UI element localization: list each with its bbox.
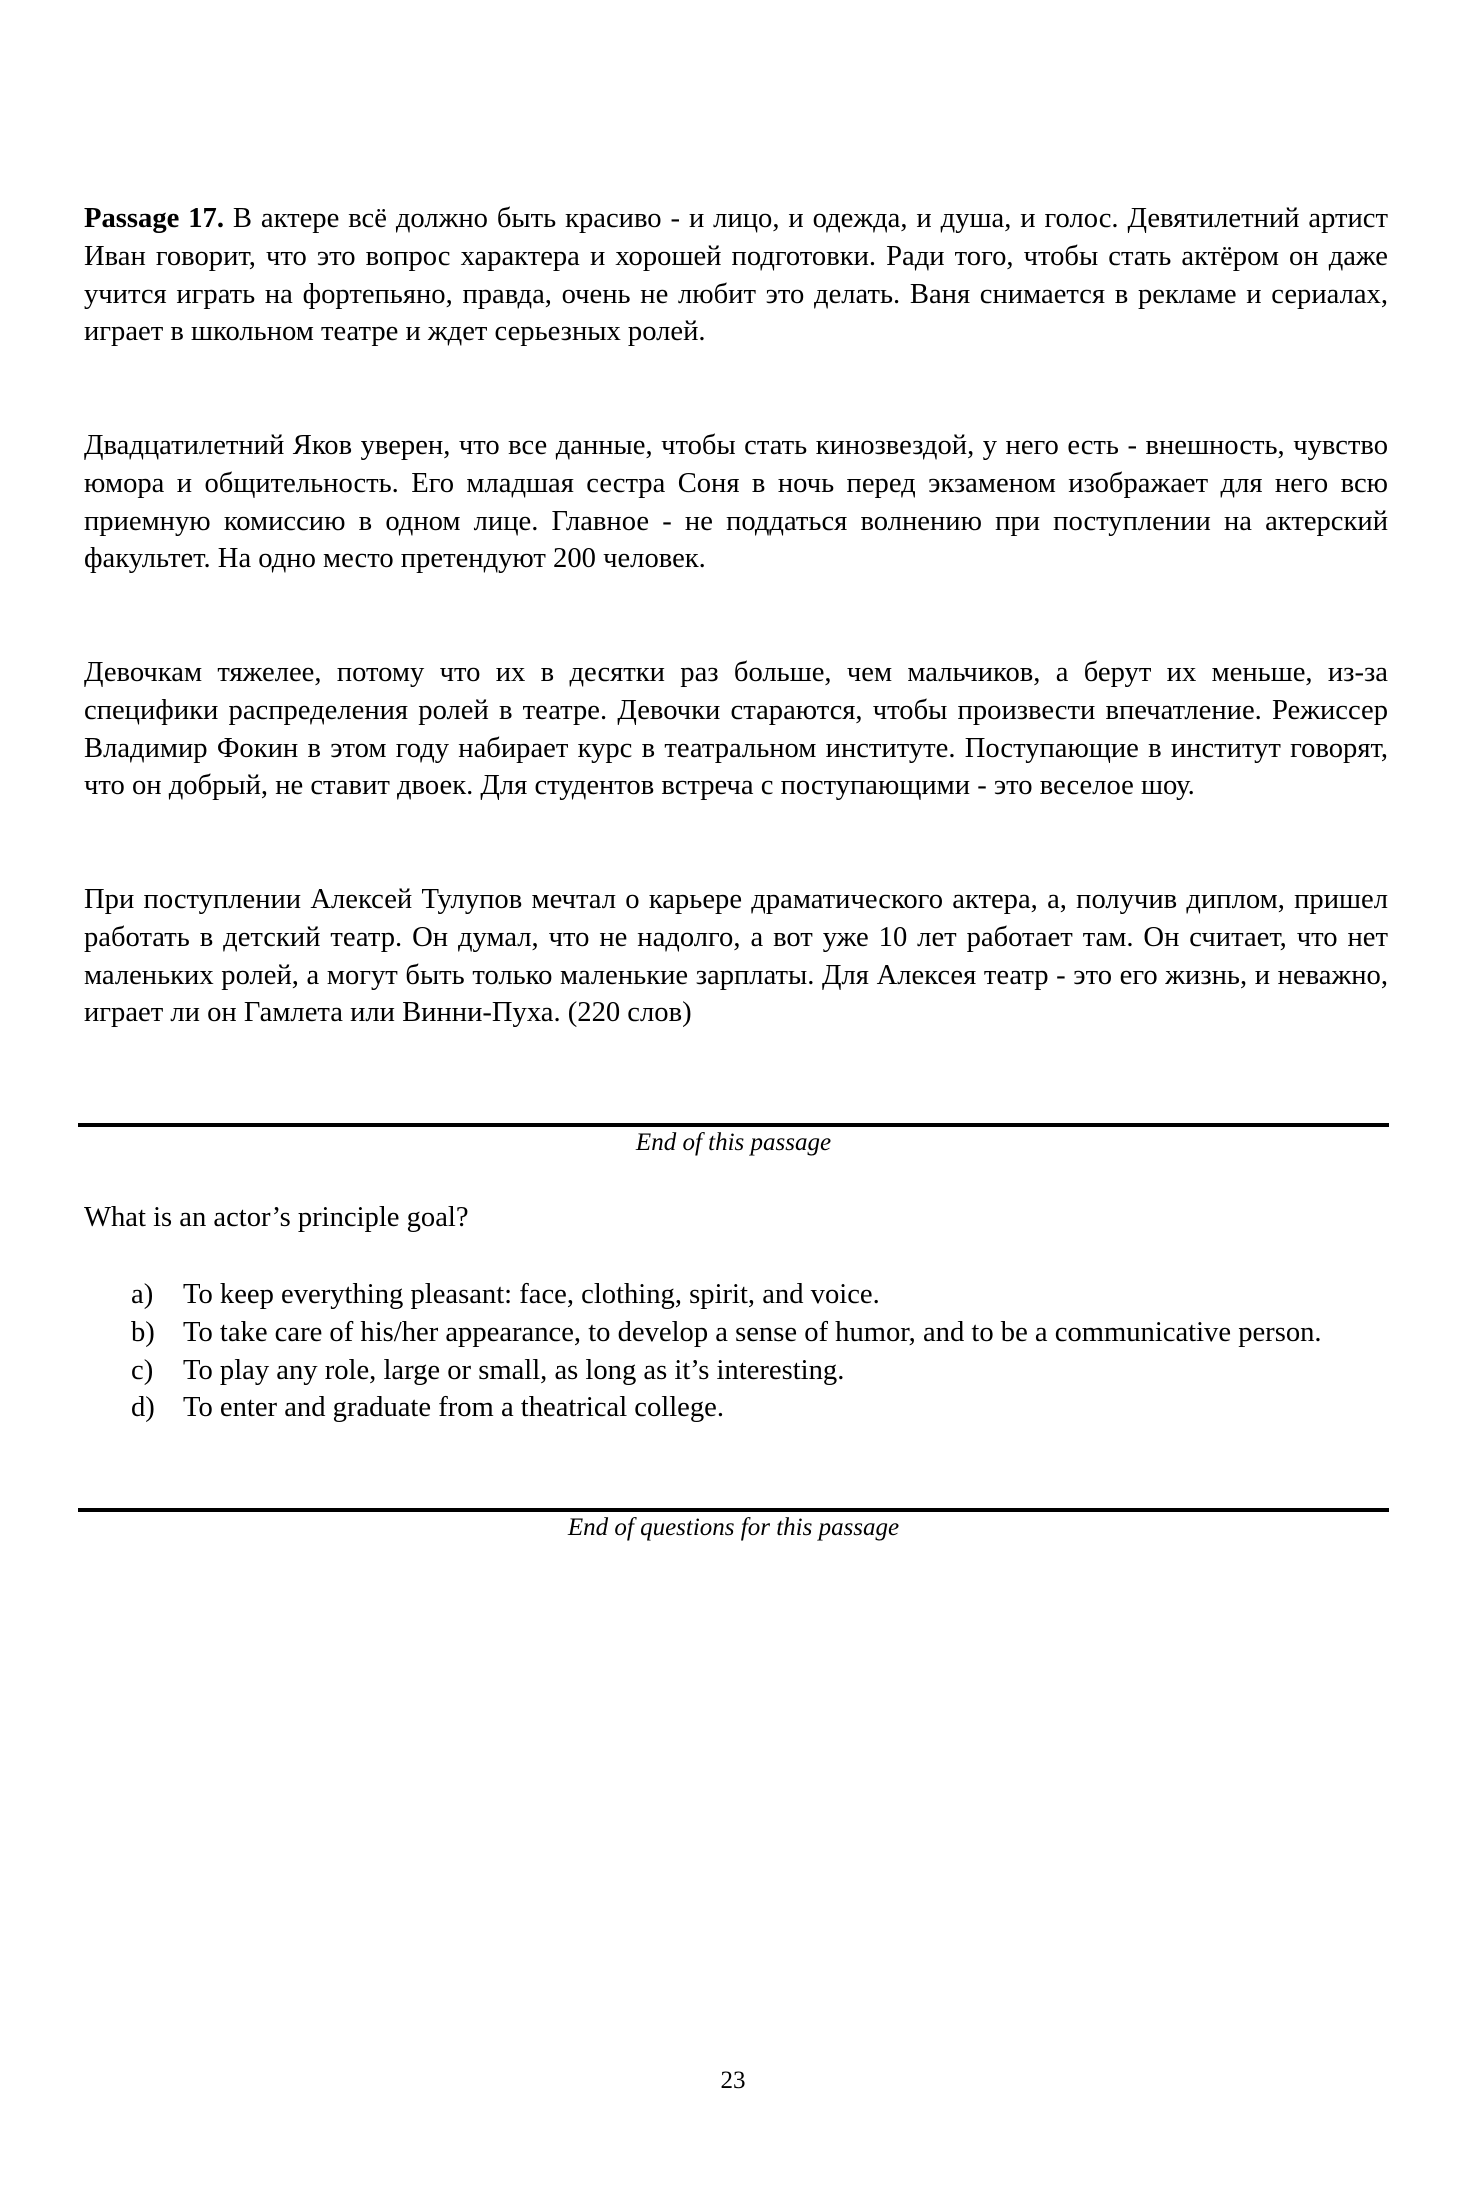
option-marker-b: b): [131, 1316, 155, 1348]
answer-option-b: [131, 1314, 1388, 1352]
passage-end-divider: [78, 1123, 1389, 1127]
passage-paragraph-2: Двадцатилетний Яков уверен, что все данные, чтобы стать кинозвездой, у него есть - внешность, чувство юмора и общительность. Его младшая сестра Соня в ночь перед экзаменом изображает для него всю приемную комиссию в одном лице. Главное - не поддаться волнению при поступлении на актерский факультет. На одно место претендуют 200 человек.: [84, 430, 1388, 575]
answer-option-a: [131, 1276, 1388, 1314]
passage-paragraph-1-text: В актере всё должно быть красиво - и лицо, и одежда, и душа, и голос. Девятилетний артист Иван говорит, что это вопрос характера и хорошей подготовки. Ради того, чтобы стать актёром он даже учится играть на фортепьяно, правда, очень не любит это делать. Ваня снимается в рекламе и сериалах, играет в школьном театре и ждет серьезных ролей.: [84, 203, 1388, 348]
passage-label: Passage 17.: [84, 203, 224, 234]
option-text-d: To enter and graduate from a theatrical college.: [183, 1392, 725, 1424]
answer-option-d: [131, 1389, 1388, 1427]
option-text-a: To keep everything pleasant: face, clothing, spirit, and voice.: [183, 1279, 880, 1310]
passage-paragraph-3: Девочкам тяжелее, потому что их в десятки раз больше, чем мальчиков, а берут их меньше, из-за специфики распределения ролей в театре. Девочки стараются, чтобы произвести впечатление. Режиссер Владимир Фокин в этом году набирает курс в театральном институте. Поступающие в институт говорят, что он добрый, не ставит двоек. Для студентов встреча с поступающими - это веселое шоу.: [84, 657, 1388, 802]
answer-option-c: [131, 1352, 1388, 1390]
passage-end-caption: End of this passage: [635, 1129, 832, 1156]
option-marker-a: a): [131, 1279, 154, 1310]
questions-end-caption: End of questions for this passage: [567, 1514, 900, 1541]
passage-paragraph-1: [84, 200, 1388, 351]
questions-end-divider: [78, 1508, 1389, 1512]
option-text-c: To play any role, large or small, as long as it’s interesting.: [183, 1354, 845, 1386]
option-marker-c: c): [131, 1354, 154, 1386]
option-marker-d: d): [131, 1392, 155, 1424]
passage-paragraph-4: При поступлении Алексей Тулупов мечтал о карьере драматического актера, а, получив диплом, пришел работать в детский театр. Он думал, что не надолго, а вот уже 10 лет работает там. Он считает, что нет маленьких ролей, а могут быть только маленькие зарплаты. Для Алексея театр - это его жизнь, и неважно, играет ли он Гамлета или Винни-Пуха. (220 слов): [84, 884, 1388, 1029]
answer-options: [131, 1276, 1388, 1427]
page-number: 23: [720, 2067, 746, 2094]
question-text: What is an actor’s principle goal?: [84, 1202, 469, 1233]
option-text-b: To take care of his/her appearance, to develop a sense of humor, and to be a communicative person.: [183, 1316, 1322, 1348]
